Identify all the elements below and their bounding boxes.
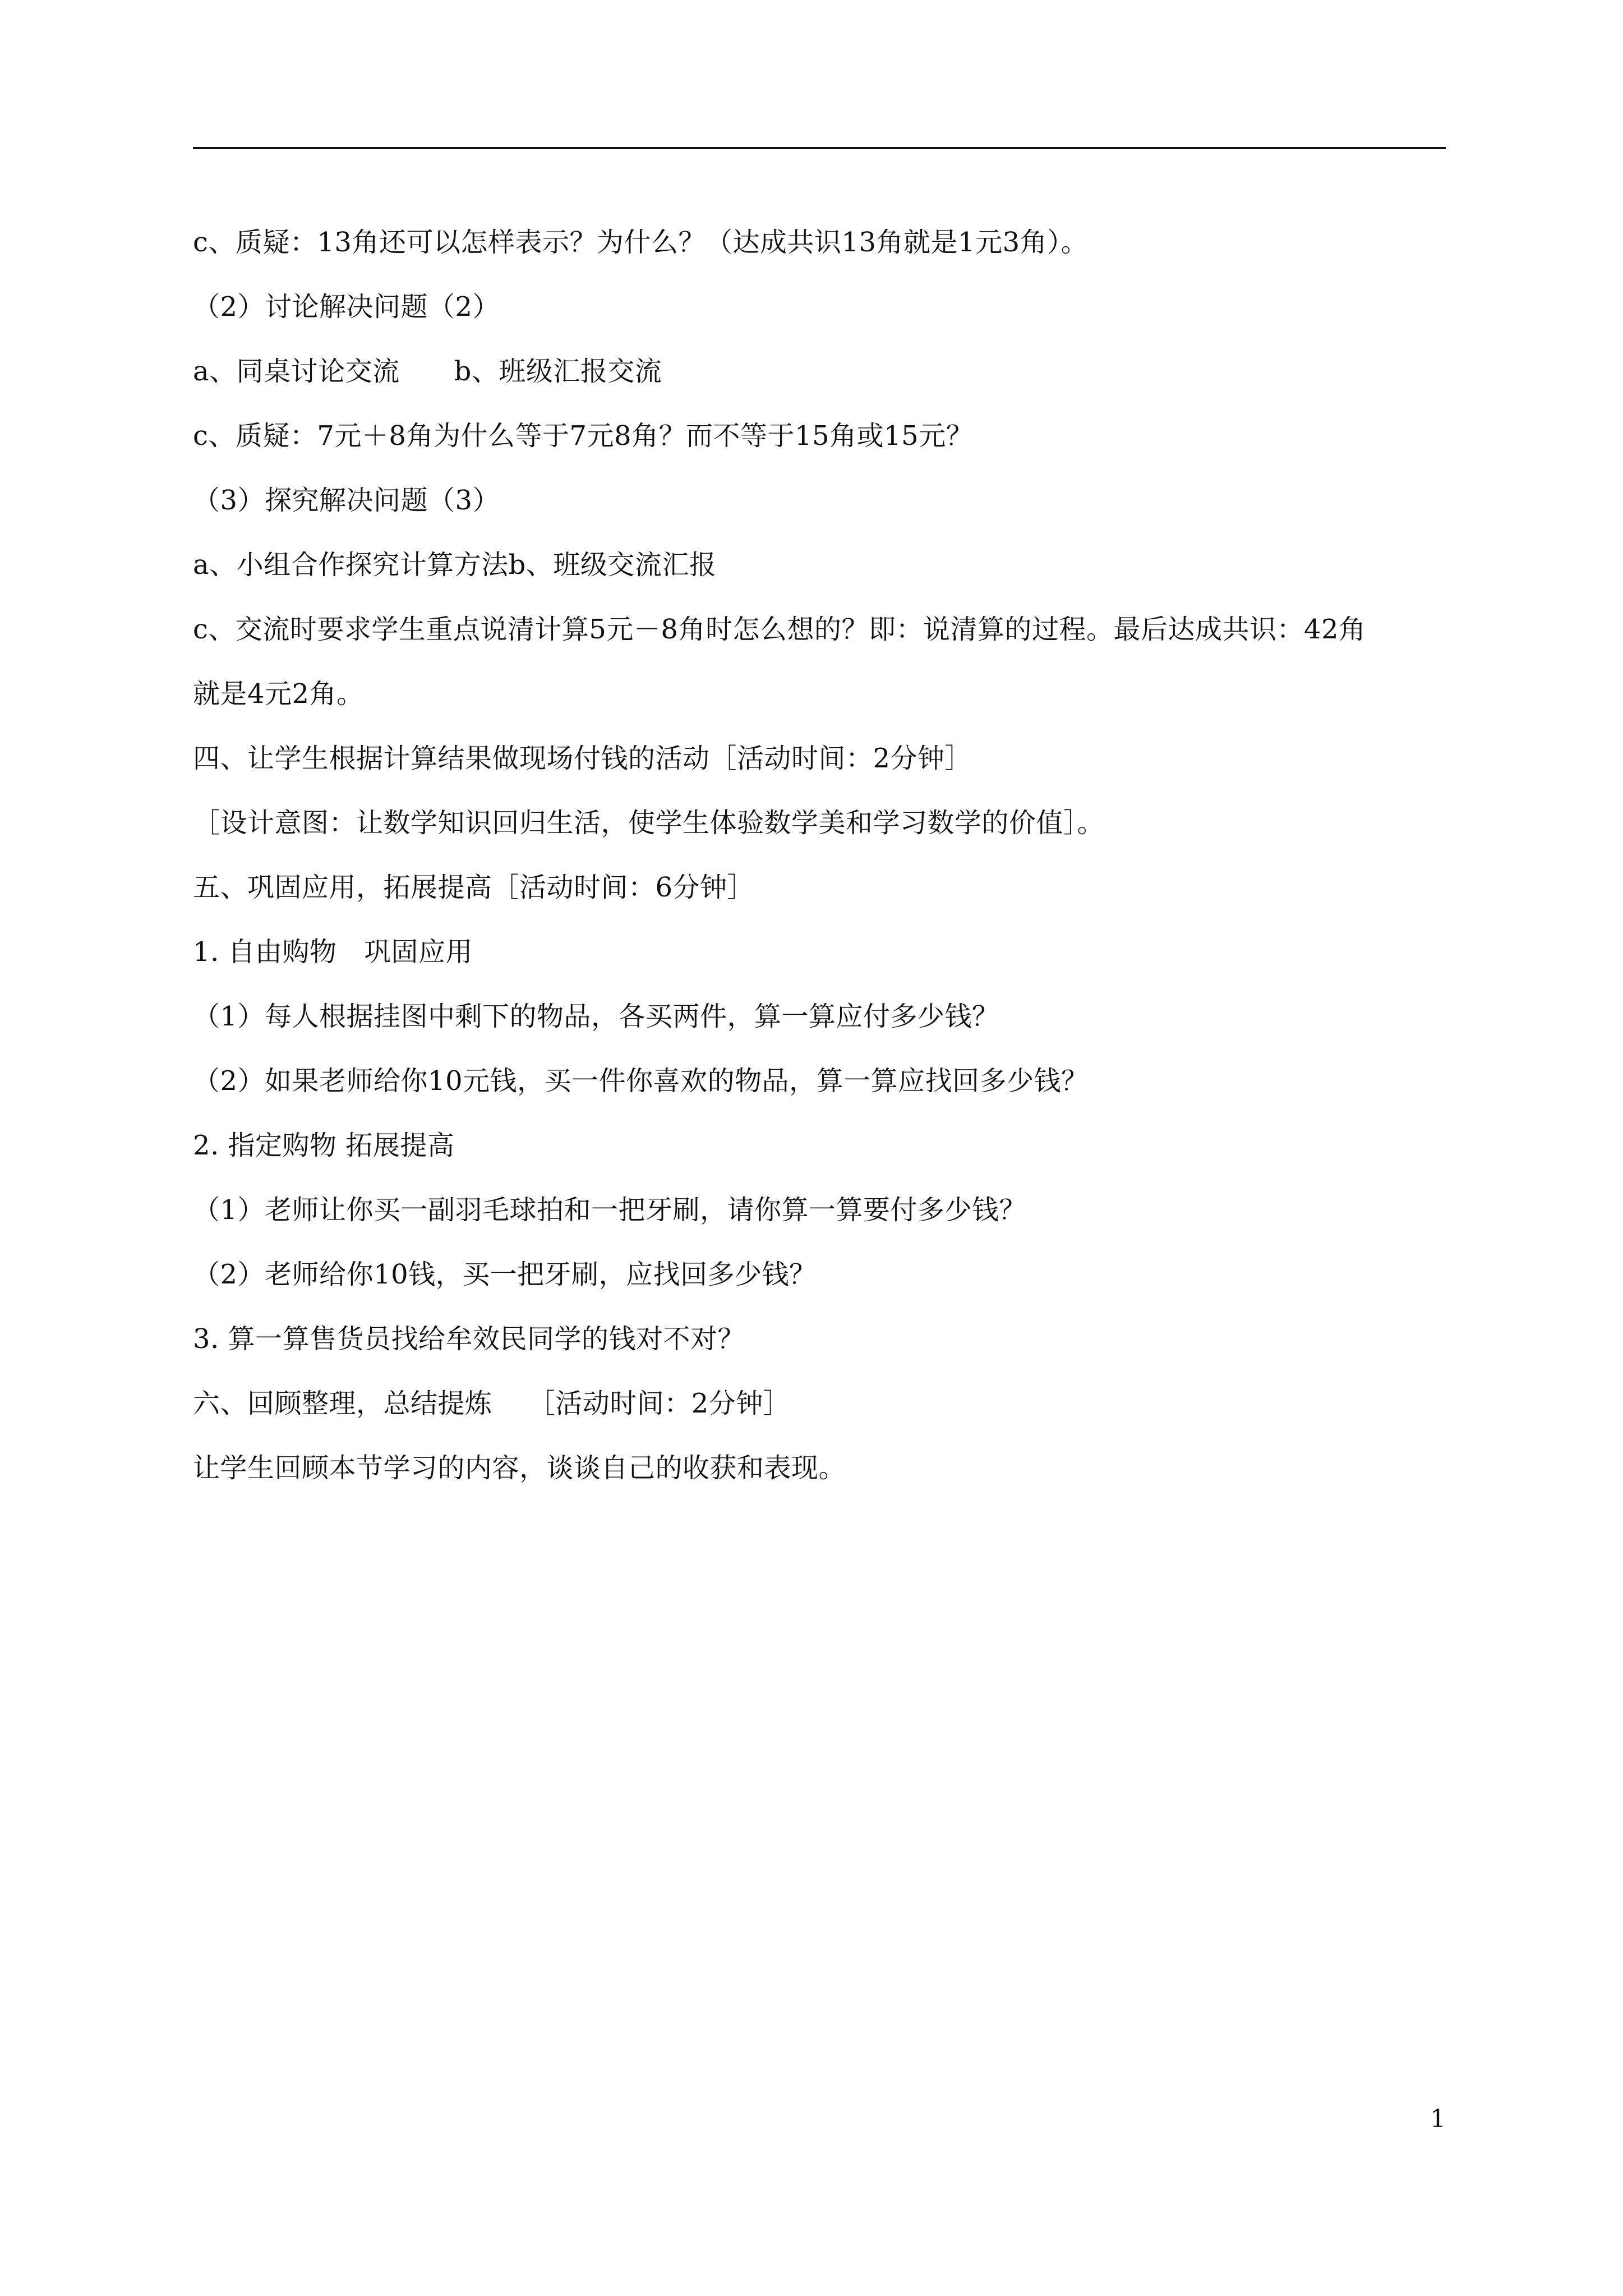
text-line: 2. 指定购物 拓展提高 xyxy=(193,1130,455,1161)
text-line: （2）讨论解决问题（2） xyxy=(193,291,500,323)
section-heading: 六、回顾整理，总结提炼 ［活动时间：2分钟］ xyxy=(193,1388,791,1419)
text-line: c、质疑：13角还可以怎样表示？为什么？（达成共识13角就是1元3角）。 xyxy=(193,227,1089,258)
text-line: （2）如果老师给你10元钱，买一件你喜欢的物品，算一算应找回多少钱？ xyxy=(193,1065,1089,1097)
text-line: （2）老师给你10钱，买一把牙刷，应找回多少钱？ xyxy=(193,1259,817,1290)
text-line: c、交流时要求学生重点说清计算5元－8角时怎么想的？即：说清算的过程。最后达成共识：42角 xyxy=(193,614,1366,645)
header-rule xyxy=(193,147,1446,149)
text-line: 3. 算一算售货员找给牟效民同学的钱对不对？ xyxy=(193,1323,745,1355)
text-line: 就是4元2角。 xyxy=(193,678,364,710)
text-line: （1）老师让你买一副羽毛球拍和一把牙刷，请你算一算要付多少钱？ xyxy=(193,1194,1027,1226)
text-line: （1）每人根据挂图中剩下的物品，各买两件，算一算应付多少钱？ xyxy=(193,1001,999,1032)
text-line: a、同桌讨论交流 b、班级汇报交流 xyxy=(193,356,662,387)
text-line: a、小组合作探究计算方法b、班级交流汇报 xyxy=(193,549,717,581)
section-heading: 四、让学生根据计算结果做现场付钱的活动［活动时间：2分钟］ xyxy=(193,743,972,774)
body-text xyxy=(193,210,1446,1501)
text-line: ［设计意图：让数学知识回归生活，使学生体验数学美和学习数学的价值］。 xyxy=(193,807,1105,839)
page-number: 1 xyxy=(1430,2105,1446,2133)
text-line: c、质疑：7元＋8角为什么等于7元8角？而不等于15角或15元？ xyxy=(193,420,974,452)
text-line: 1. 自由购物 巩固应用 xyxy=(193,936,473,968)
section-heading: 五、巩固应用，拓展提高［活动时间：6分钟］ xyxy=(193,872,755,903)
text-line: 让学生回顾本节学习的内容，谈谈自己的收获和表现。 xyxy=(193,1452,846,1484)
text-line: （3）探究解决问题（3） xyxy=(193,485,500,516)
